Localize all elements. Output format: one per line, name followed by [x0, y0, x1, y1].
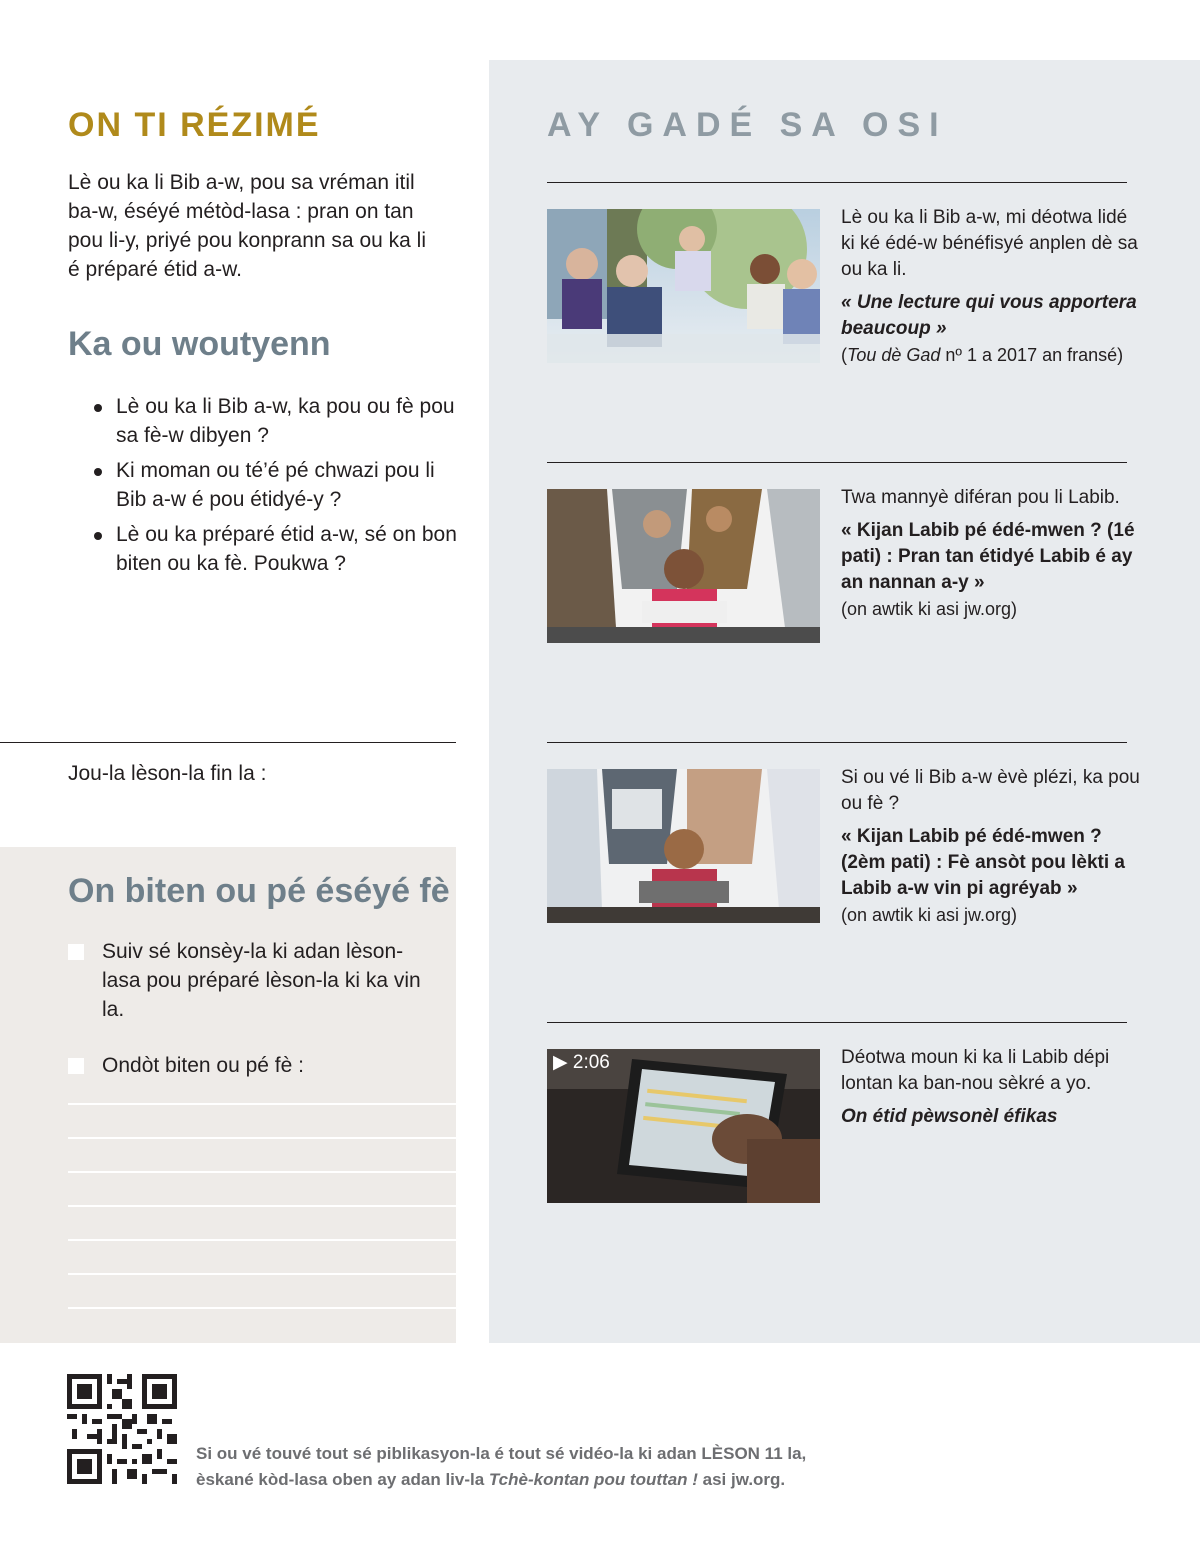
- footer-line: èskané kòd-lasa oben ay adan liv-la Tchè-kontan pou touttan ! asi jw.org.: [196, 1470, 786, 1489]
- divider: [547, 182, 1127, 183]
- reference-item: [841, 205, 1141, 368]
- writing-line[interactable]: [68, 1239, 456, 1241]
- reference-intro: Lè ou ka li Bib a-w, mi déotwa lidé ki ké édé-w bénéfisyé anplen dè sa ou ka li.: [841, 207, 1138, 280]
- reference-item: [841, 1045, 1141, 1130]
- reference-source: (on awtik ki asi jw.org): [841, 905, 1018, 925]
- writing-line[interactable]: [68, 1273, 456, 1275]
- qr-code[interactable]: [67, 1374, 177, 1484]
- writing-line[interactable]: [68, 1171, 456, 1173]
- review-item: Lè ou ka préparé étid a-w, sé on bon biten ou ka fè. Poukwa ?: [92, 520, 462, 578]
- review-item: Ki moman ou té’é pé chwazi pou li Bib a-w é pou étidyé-y ?: [92, 456, 462, 514]
- footer-line: Si ou vé touvé tout sé piblikasyon-la é tout sé vidéo-la ki adan LÈSON 11 la,: [196, 1444, 807, 1463]
- try-box: [0, 847, 456, 1343]
- review-list: [92, 392, 462, 584]
- thumbnail-people-reading-bible[interactable]: [547, 209, 820, 363]
- review-heading: Ka ou woutyenn: [68, 325, 331, 363]
- reference-title[interactable]: « Kijan Labib pé édé-mwen ? (2èm pati) : Fè ansòt pou lèkti a Labib a-w vin pi agréyab »: [841, 826, 1125, 899]
- lesson-date-label: Jou-la lèson-la fin la :: [68, 762, 267, 785]
- reference-intro: Si ou vé li Bib a-w èvè plézi, ka pou ou fè ?: [841, 767, 1140, 814]
- reference-intro: Twa mannyè diféran pou li Labib.: [841, 487, 1120, 508]
- writing-line[interactable]: [68, 1205, 456, 1207]
- summary-heading: ON TI RÉZIMÉ: [68, 106, 321, 144]
- video-thumbnail-tablet-study[interactable]: [547, 1049, 820, 1203]
- writing-line[interactable]: [68, 1137, 456, 1139]
- try-item-text: Suiv sé konsèy-la ki adan lèson-lasa pou préparé lèson-la ki ka vin la.: [102, 940, 421, 1021]
- divider: [547, 462, 1127, 463]
- divider: [0, 742, 456, 743]
- reference-item: [841, 485, 1141, 622]
- divider: [547, 742, 1127, 743]
- reference-title[interactable]: On étid pèwsonèl éfikas: [841, 1106, 1058, 1127]
- reference-source: (Tou dè Gad nº 1 a 2017 an fransé): [841, 345, 1124, 365]
- see-also-heading: AY GADÉ SA OSI: [547, 106, 948, 144]
- video-duration: ▶ 2:06: [553, 1052, 610, 1073]
- writing-line[interactable]: [68, 1307, 456, 1309]
- writing-line[interactable]: [68, 1103, 456, 1105]
- reference-title[interactable]: « Une lecture qui vous apportera beaucoup »: [841, 292, 1137, 339]
- reference-title[interactable]: « Kijan Labib pé édé-mwen ? (1é pati) : Pran tan étidyé Labib é ay an nannan a-y »: [841, 520, 1135, 593]
- divider: [547, 1022, 1127, 1023]
- reference-intro: Déotwa moun ki ka li Labib dépi lontan ka ban-nou sèkré a yo.: [841, 1047, 1110, 1094]
- review-item: Lè ou ka li Bib a-w, ka pou ou fè pou sa fè-w dibyen ?: [92, 392, 462, 450]
- checkbox[interactable]: [68, 1058, 84, 1074]
- summary-text: Lè ou ka li Bib a-w, pou sa vréman itil ba-w, éséyé métòd-lasa : pran on tan pou li-y, priyé pou konprann sa ou ka li é préparé étid a-w.: [68, 171, 426, 281]
- try-item[interactable]: [68, 937, 422, 1024]
- reference-source: (on awtik ki asi jw.org): [841, 599, 1018, 619]
- checkbox[interactable]: [68, 944, 84, 960]
- try-item-text: Ondòt biten ou pé fè :: [102, 1054, 304, 1077]
- thumbnail-girl-reading-bible[interactable]: [547, 769, 820, 923]
- thumbnail-boy-reading-bible[interactable]: [547, 489, 820, 643]
- footer-text: [196, 1441, 896, 1493]
- try-heading: On biten ou pé éséyé fè: [68, 872, 450, 910]
- reference-item: [841, 765, 1141, 928]
- try-item[interactable]: [68, 1051, 422, 1080]
